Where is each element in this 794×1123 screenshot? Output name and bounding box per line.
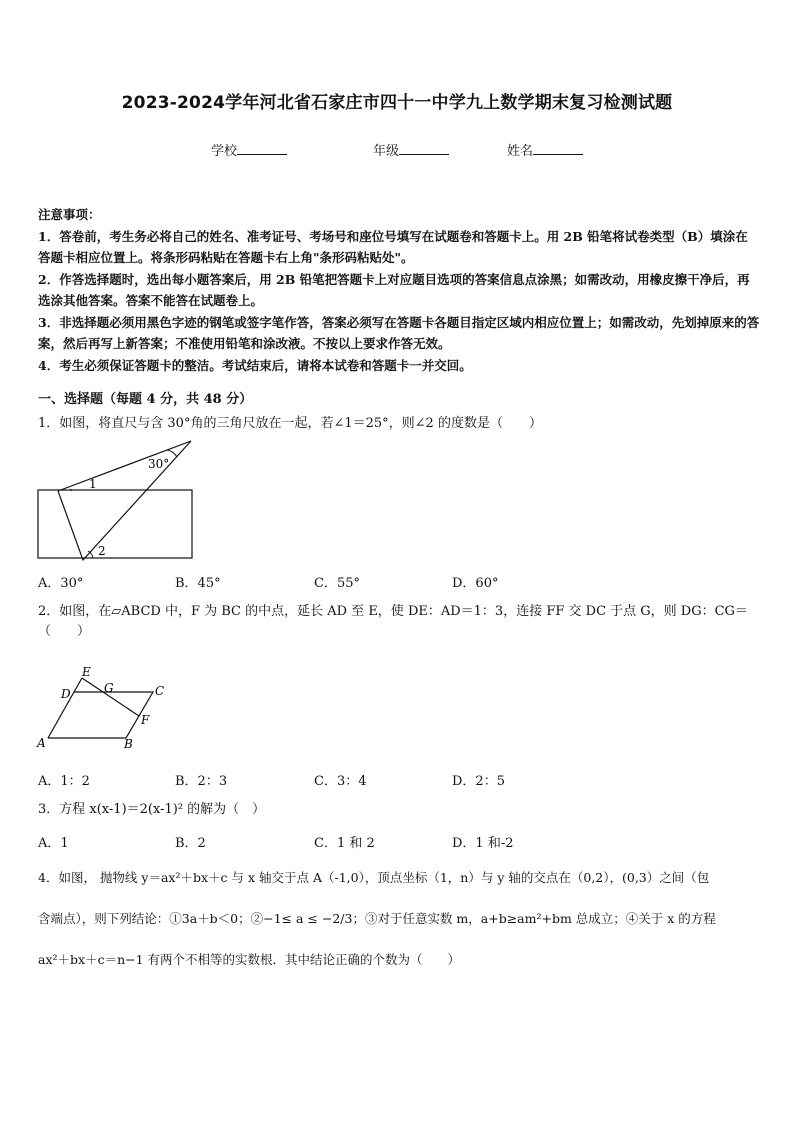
angle-30-arc bbox=[167, 450, 177, 457]
question-1-text: 1．如图，将直尺与含 30°角的三角尺放在一起，若∠1＝25°，则∠2 的度数是（ ） bbox=[38, 416, 542, 431]
grade-field bbox=[373, 140, 449, 159]
note-item-3: 3．非选择题必须用黑色字迹的钢笔或签字笔作答，答案必须写在答题卡各题目指定区域内相应位置上；如需改动，先划掉原来的答案，然后再写上新答案；不准使用铅笔和涂改液。不按以上要求作答无效。 bbox=[38, 314, 760, 351]
name-blank bbox=[533, 142, 583, 155]
name-field bbox=[507, 140, 583, 159]
question-4-line-2: 含端点），则下列结论：①3a＋b＜0；②−1≤ a ≤ −2/3；③对于任意实数 m，a+b≥am²+bm 总成立；④关于 x 的方程 bbox=[38, 911, 716, 926]
label-c: C bbox=[155, 684, 165, 698]
notes-block bbox=[38, 204, 760, 376]
label-a: A bbox=[37, 736, 46, 750]
q2-option-b[interactable]: B．2：3 bbox=[175, 774, 228, 789]
q3-option-c[interactable]: C．1 和 2 bbox=[314, 836, 375, 851]
question-3-text: 3．方程 x(x-1)＝2(x-1)² 的解为（ ） bbox=[38, 802, 266, 817]
note-item-2: 2．作答选择题时，选出每小题答案后，用 2B 铅笔把答题卡上对应题目选项的答案信息点涂黑；如需改动，用橡皮擦干净后，再选涂其他答案。答案不能答在试题卷上。 bbox=[38, 271, 750, 308]
label-f: F bbox=[141, 713, 150, 727]
question-4-line-1: 4．如图， 抛物线 y＝ax²＋bx＋c 与 x 轴交于点 A（-1,0），顶点坐标（1，n）与 y 轴的交点在（0,2），(0,3）之间（包 bbox=[38, 870, 710, 885]
label-2: 2 bbox=[98, 544, 106, 558]
label-d: D bbox=[61, 687, 71, 701]
grade-blank bbox=[399, 142, 449, 155]
label-g: G bbox=[104, 681, 114, 695]
q1-option-c[interactable]: C．55° bbox=[314, 576, 360, 591]
q3-option-d[interactable]: D．1 和-2 bbox=[452, 836, 514, 851]
q1-option-a[interactable]: A．30° bbox=[38, 576, 84, 591]
question-2-text: 2．如图，在▱ABCD 中，F 为 BC 的中点，延长 AD 至 E，使 DE：AD＝1：3，连接 FF 交 DC 于点 G，则 DG：CG＝（ ） bbox=[38, 604, 748, 639]
q3-option-a[interactable]: A．1 bbox=[38, 836, 69, 851]
label-1: 1 bbox=[89, 477, 97, 491]
section-heading: 一、选择题（每题 4 分，共 48 分） bbox=[38, 392, 253, 407]
q2-option-d[interactable]: D．2：5 bbox=[452, 774, 505, 789]
q3-option-b[interactable]: B．2 bbox=[175, 836, 206, 851]
triangle-ruler bbox=[58, 441, 191, 560]
notes-heading: 注意事项： bbox=[38, 207, 101, 222]
label-30: 30° bbox=[148, 457, 170, 471]
school-blank bbox=[237, 142, 287, 155]
note-item-4: 4．考生必须保证答题卡的整洁。考试结束后，请将本试卷和答题卡一并交回。 bbox=[38, 357, 472, 373]
segment-de bbox=[74, 678, 82, 692]
school-label: 学校 bbox=[211, 144, 238, 159]
label-b: B bbox=[124, 737, 133, 751]
q1-option-d[interactable]: D．60° bbox=[452, 576, 499, 591]
q2-option-a[interactable]: A．1：2 bbox=[38, 774, 90, 789]
school-field bbox=[211, 140, 287, 159]
q2-figure bbox=[34, 664, 174, 754]
q2-option-c[interactable]: C．3：4 bbox=[314, 774, 367, 789]
name-label: 姓名 bbox=[507, 144, 534, 159]
label-e: E bbox=[82, 665, 91, 679]
q1-option-b[interactable]: B．45° bbox=[175, 576, 221, 591]
page-title: 2023-2024学年河北省石家庄市四十一中学九上数学期末复习检测试题 bbox=[121, 93, 673, 113]
q1-figure bbox=[36, 438, 198, 564]
note-item-1: 1．答卷前，考生务必将自己的姓名、准考证号、考场号和座位号填写在试题卷和答题卡上。用 2B 铅笔将试卷类型（B）填涂在答题卡相应位置上。将条形码粘贴在答题卡右上角"条形码粘贴处"。 bbox=[38, 228, 748, 265]
grade-label: 年级 bbox=[373, 144, 400, 159]
question-4-line-3: ax²＋bx＋c＝n−1 有两个不相等的实数根．其中结论正确的个数为（ ） bbox=[38, 952, 461, 967]
